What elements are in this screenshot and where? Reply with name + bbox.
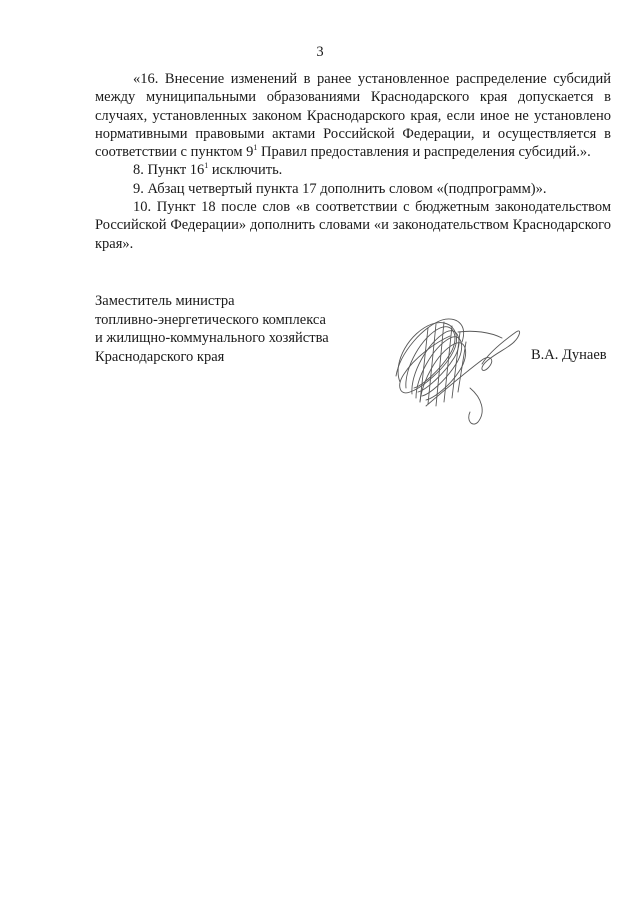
signer-title-block — [95, 292, 329, 366]
paragraph-16 — [95, 70, 611, 161]
paragraph-8-tail: исключить. — [208, 162, 283, 179]
signer-title-line: топливно-энергетического комплекса — [95, 311, 326, 328]
signer-title-line: Краснодарского края — [95, 348, 225, 365]
paragraph-16-text: «16. Внесение изменений в ранее установленное распределение субсидий между муниципальными образованиями Краснодарского края допускается в случаях, установленных законом Краснодарского края, если иное не установлено нормативными правовыми актами Российской Федерации, и осуществляется в соответствии с пунктом 9 — [95, 71, 611, 161]
signer-name: В.А. Дунаев — [531, 347, 607, 363]
signer-title-line: и жилищно-коммунального хозяйства — [95, 330, 329, 346]
paragraph-16-tail: Правил предоставления и распределения субсидий.». — [257, 144, 591, 161]
paragraph-10: 10. Пункт 18 после слов «в соответствии с бюджетным законодательством Российской Федерации» дополнить словами «и законодательством Краснодарского края». — [95, 199, 611, 252]
paragraph-9: 9. Абзац четвертый пункта 17 дополнить словом «(подпрограмм)». — [133, 180, 547, 197]
handwritten-signature — [370, 302, 538, 430]
paragraph-8-superscript: 1 — [204, 161, 209, 171]
page-number: 3 — [316, 44, 324, 60]
paragraph-8-text: 8. Пункт 16 — [133, 162, 205, 179]
paragraph-8 — [95, 161, 611, 179]
paragraph-16-superscript: 1 — [253, 143, 258, 153]
signer-title-line: Заместитель министра — [95, 293, 235, 309]
document-body — [95, 70, 611, 253]
